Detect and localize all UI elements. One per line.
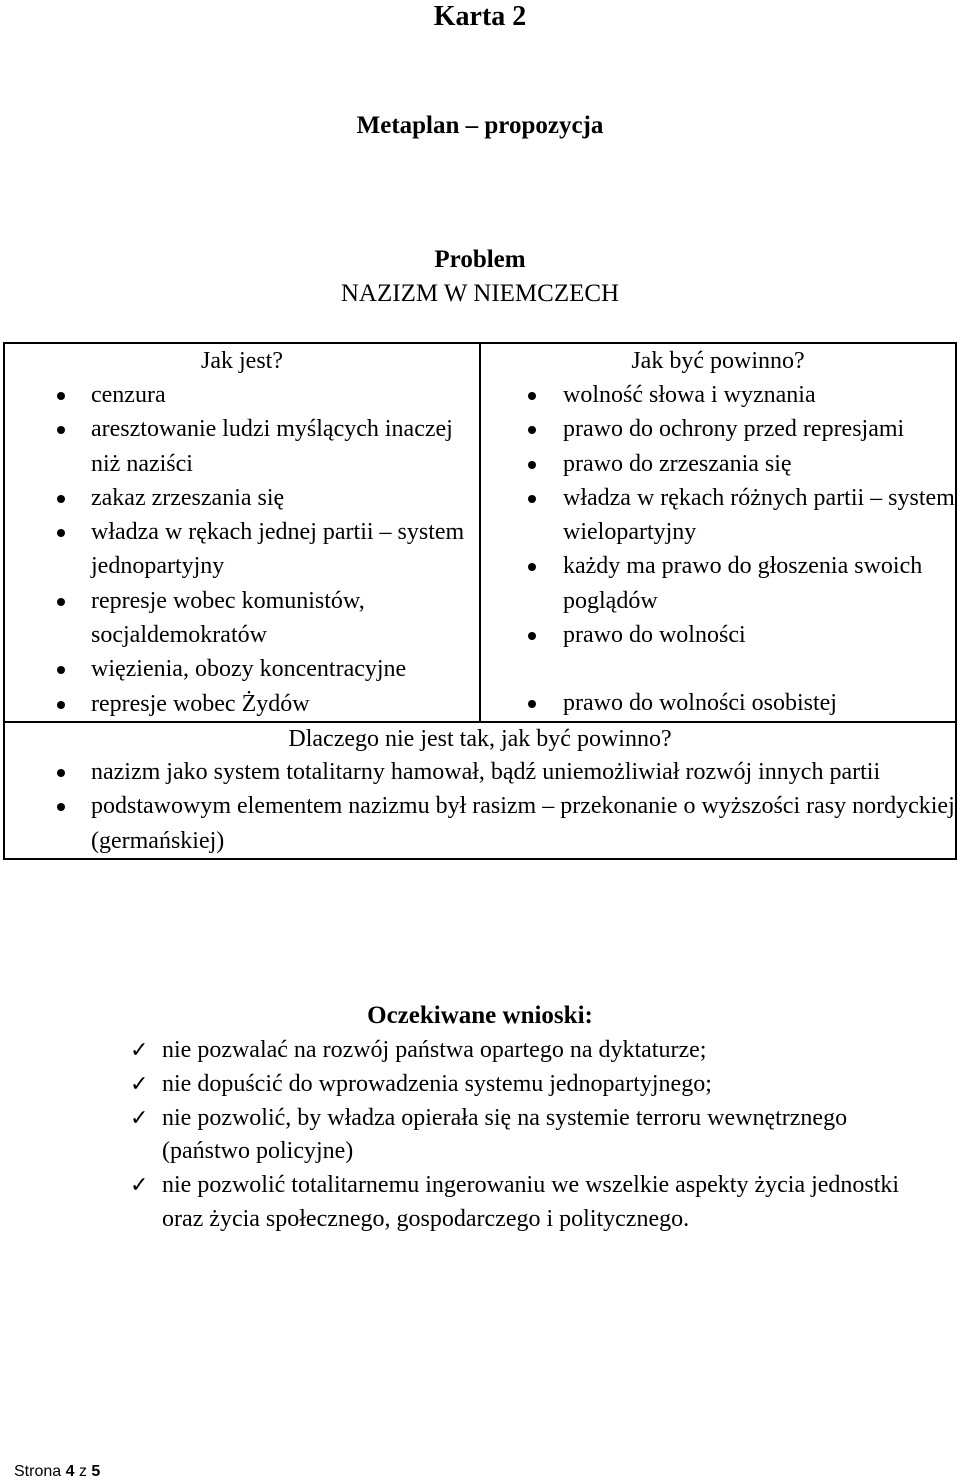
page-word: Strona xyxy=(14,1463,62,1480)
left-column-cell xyxy=(4,343,480,722)
list-item-text: nie dopuścić do wprowadzenia systemu jednopartyjnego; xyxy=(162,1070,712,1097)
list-item-text: prawo do wolności osobistej xyxy=(563,690,837,717)
list-item-text: nazizm jako system totalitarny hamował, bądź uniemożliwiał rozwój innych partii xyxy=(91,758,881,785)
page-subtitle: Metaplan – propozycja xyxy=(356,112,604,139)
list-item xyxy=(481,686,955,720)
list-item-text: aresztowanie ludzi myślących inaczej niż naziści xyxy=(91,416,453,477)
checkmark-icon: ✓ xyxy=(130,1038,149,1063)
bullet-icon xyxy=(528,700,536,708)
list-item xyxy=(5,584,479,653)
list-item xyxy=(481,549,955,618)
right-list xyxy=(481,378,955,721)
list-item-text: represje wobec komunistów, socjaldemokratów xyxy=(91,587,365,649)
bullet-icon xyxy=(528,461,536,469)
bullet-icon xyxy=(528,563,536,571)
bullet-icon xyxy=(57,666,65,674)
list-item xyxy=(130,1034,930,1068)
bullet-icon xyxy=(528,495,536,503)
why-cell xyxy=(4,722,956,859)
list-item-text: zakaz zrzeszania się xyxy=(91,484,285,511)
list-item-text: władza w rękach jednej partii – system jednopartyjny xyxy=(91,519,465,580)
metaplan-table xyxy=(3,342,957,860)
bullet-icon xyxy=(57,392,65,400)
list-item-text: nie pozwalać na rozwój państwa opartego na dyktaturze; xyxy=(162,1037,707,1063)
list-item xyxy=(481,412,955,446)
page-title: Karta 2 xyxy=(433,1,527,32)
list-item xyxy=(5,755,955,789)
list-spacer xyxy=(481,652,955,686)
checkmark-icon: ✓ xyxy=(130,1173,149,1199)
bullet-icon xyxy=(57,701,65,709)
list-item-text: prawo do zrzeszania się xyxy=(563,450,792,477)
bullet-icon xyxy=(57,426,65,434)
list-item-text: prawo do ochrony przed represjami xyxy=(563,416,905,443)
bullet-icon xyxy=(57,803,65,811)
list-item-text: wolność słowa i wyznania xyxy=(563,382,816,408)
page-total: 5 xyxy=(91,1463,101,1480)
bullet-icon xyxy=(528,392,536,400)
page-current: 4 xyxy=(65,1463,75,1480)
bullet-icon xyxy=(528,632,536,640)
list-item xyxy=(5,789,955,858)
problem-label: Problem xyxy=(434,246,526,273)
list-item xyxy=(5,687,479,721)
list-item xyxy=(130,1068,930,1102)
bullet-icon xyxy=(57,529,65,537)
checkmark-icon: ✓ xyxy=(130,1071,149,1097)
list-item-text: każdy ma prawo do głoszenia swoich poglądów xyxy=(563,553,923,614)
list-item-text: prawo do wolności xyxy=(563,622,746,649)
conclusions-list xyxy=(130,1034,930,1237)
list-item xyxy=(5,378,479,412)
list-item xyxy=(130,1169,930,1237)
list-item-text: władza w rękach różnych partii – system wielopartyjny xyxy=(563,484,955,546)
list-item-text: cenzura xyxy=(91,382,166,408)
list-item xyxy=(481,618,955,652)
right-column-header: Jak być powinno? xyxy=(631,348,805,374)
list-item-text: nie pozwolić totalitarnemu ingerowaniu we wszelkie aspekty życia jednostki oraz życia społecznego, gospodarczego i politycznego. xyxy=(162,1172,900,1232)
checkmark-icon: ✓ xyxy=(130,1105,149,1131)
left-list xyxy=(5,378,479,721)
why-header: Dlaczego nie jest tak, jak być powinno? xyxy=(288,725,672,752)
list-item xyxy=(481,378,955,412)
list-item-text: podstawowym elementem nazizmu był rasizm – przekonanie o wyższości rasy nordyckiej (germańskiej) xyxy=(91,793,955,854)
list-item xyxy=(481,447,955,481)
list-item xyxy=(5,481,479,515)
why-list xyxy=(5,755,955,858)
conclusions-title: Oczekiwane wnioski: xyxy=(367,1002,593,1029)
list-item xyxy=(5,652,479,686)
bullet-icon xyxy=(528,426,536,434)
right-column-cell xyxy=(480,343,956,722)
list-item-text: więzienia, obozy koncentracyjne xyxy=(91,656,407,683)
list-item xyxy=(5,412,479,481)
list-item xyxy=(481,481,955,550)
list-item-text: represje wobec Żydów xyxy=(91,690,310,717)
list-item xyxy=(130,1102,930,1170)
list-item-text: nie pozwolić, by władza opierała się na systemie terroru wewnętrznego (państwo policyjne) xyxy=(162,1104,848,1165)
list-item xyxy=(5,515,479,584)
bullet-icon xyxy=(57,769,65,777)
bullet-icon xyxy=(57,598,65,606)
bullet-icon xyxy=(57,495,65,503)
problem-topic: NAZIZM W NIEMCZECH xyxy=(340,280,620,307)
left-column-header: Jak jest? xyxy=(201,348,283,374)
page-of: z xyxy=(78,1463,87,1480)
page-footer xyxy=(14,1462,100,1482)
